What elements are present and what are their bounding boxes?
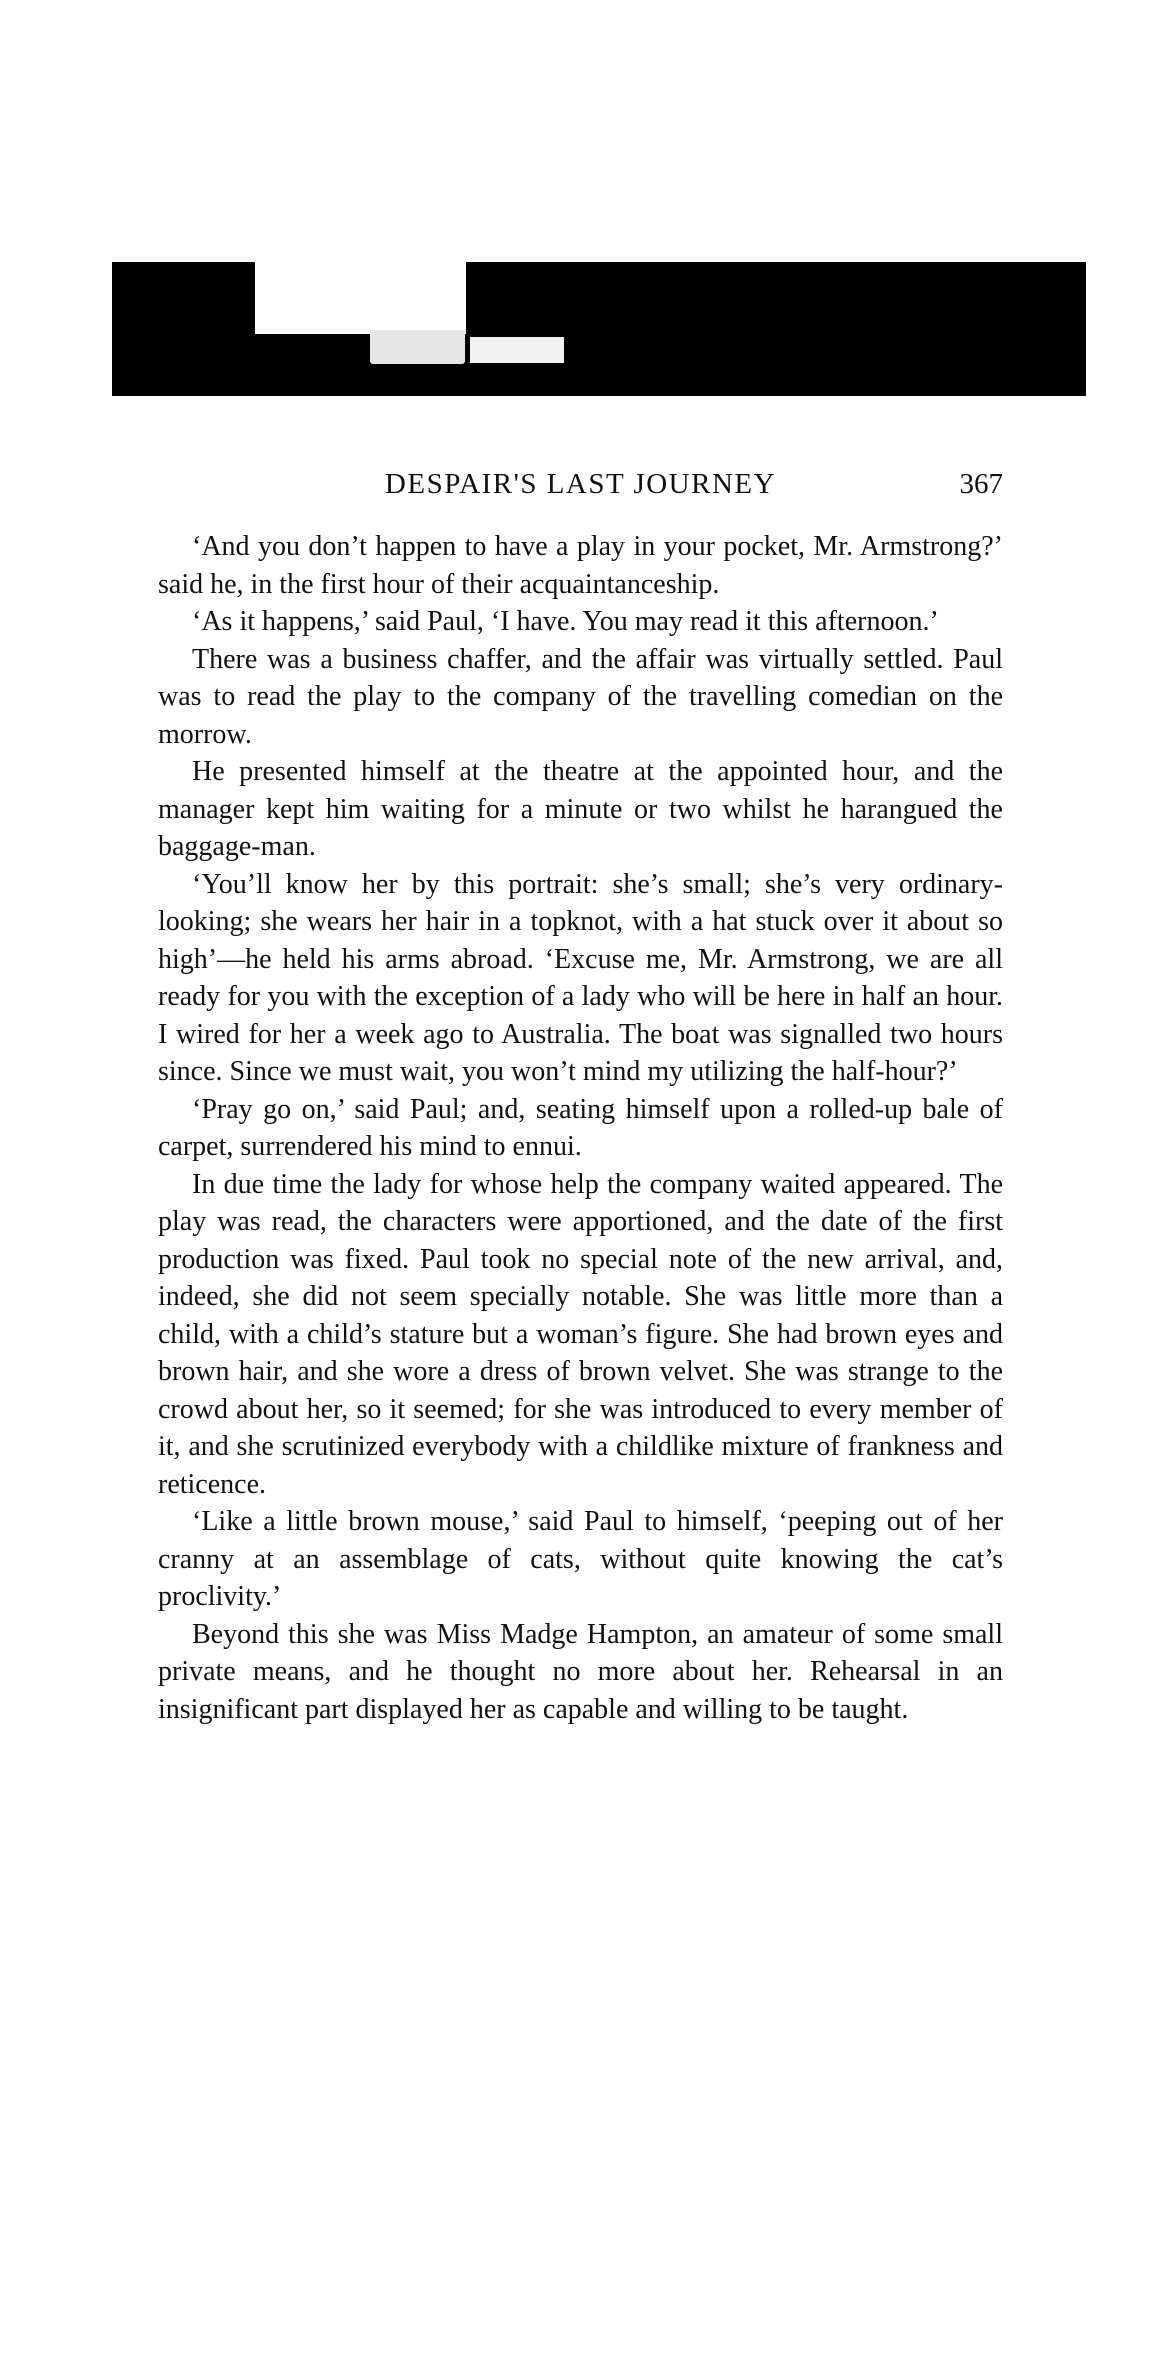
page-number: 367 bbox=[959, 468, 1003, 500]
scan-artifact bbox=[255, 262, 466, 334]
running-title: DESPAIR'S LAST JOURNEY bbox=[384, 468, 777, 500]
body-text bbox=[158, 528, 1003, 1728]
scan-artifact bbox=[370, 330, 465, 364]
paragraph: ‘You’ll know her by this portrait: she’s small; she’s very ordinary-looking; she wears her hair in a topknot, with a hat stuck over it about so high’—he held his arms abroad. ‘Excuse me, Mr. Armstrong, we are all ready for you with the exception of a lady who will be here in half an hour. I wired for her a week ago to Australia. The boat was signalled two hours since. Since we must wait, you won’t mind my utilizing the half-hour?’ bbox=[158, 868, 1003, 1087]
page-header bbox=[158, 468, 1003, 518]
paragraph: ‘And you don’t happen to have a play in your pocket, Mr. Armstrong?’ said he, in the first hour of their acquaintanceship. bbox=[158, 531, 1003, 600]
paragraph: ‘Pray go on,’ said Paul; and, seating himself upon a rolled-up bale of carpet, surrendered his mind to ennui. bbox=[158, 1093, 1003, 1162]
scan-artifact bbox=[470, 337, 564, 363]
paragraph: In due time the lady for whose help the company waited appeared. The play was read, the characters were apportioned, and the date of the first production was fixed. Paul took no special note of the new arrival, and, indeed, she did not seem specially notable. She was little more than a child, with a child’s stature but a woman’s figure. She had brown eyes and brown hair, and she wore a dress of brown velvet. She was strange to the crowd about her, so it seemed; for she was introduced to every member of it, and she scrutinized everybody with a childlike mixture of frankness and reticence. bbox=[158, 1168, 1003, 1500]
paragraph: ‘Like a little brown mouse,’ said Paul to himself, ‘peeping out of her cranny at an assemblage of cats, without quite knowing the cat’s proclivity.’ bbox=[158, 1506, 1003, 1612]
paragraph: He presented himself at the theatre at the appointed hour, and the manager kept him waiting for a minute or two whilst he harangued the baggage-man. bbox=[158, 756, 1003, 862]
paragraph: Beyond this she was Miss Madge Hampton, an amateur of some small private means, and he thought no more about her. Rehearsal in an insignificant part displayed her as capable and willing to be taught. bbox=[158, 1618, 1003, 1725]
paragraph: ‘As it happens,’ said Paul, ‘I have. You may read it this afternoon.’ bbox=[192, 606, 939, 637]
paragraph: There was a business chaffer, and the affair was virtually settled. Paul was to read the play to the company of the travelling comedian on the morrow. bbox=[158, 643, 1003, 750]
